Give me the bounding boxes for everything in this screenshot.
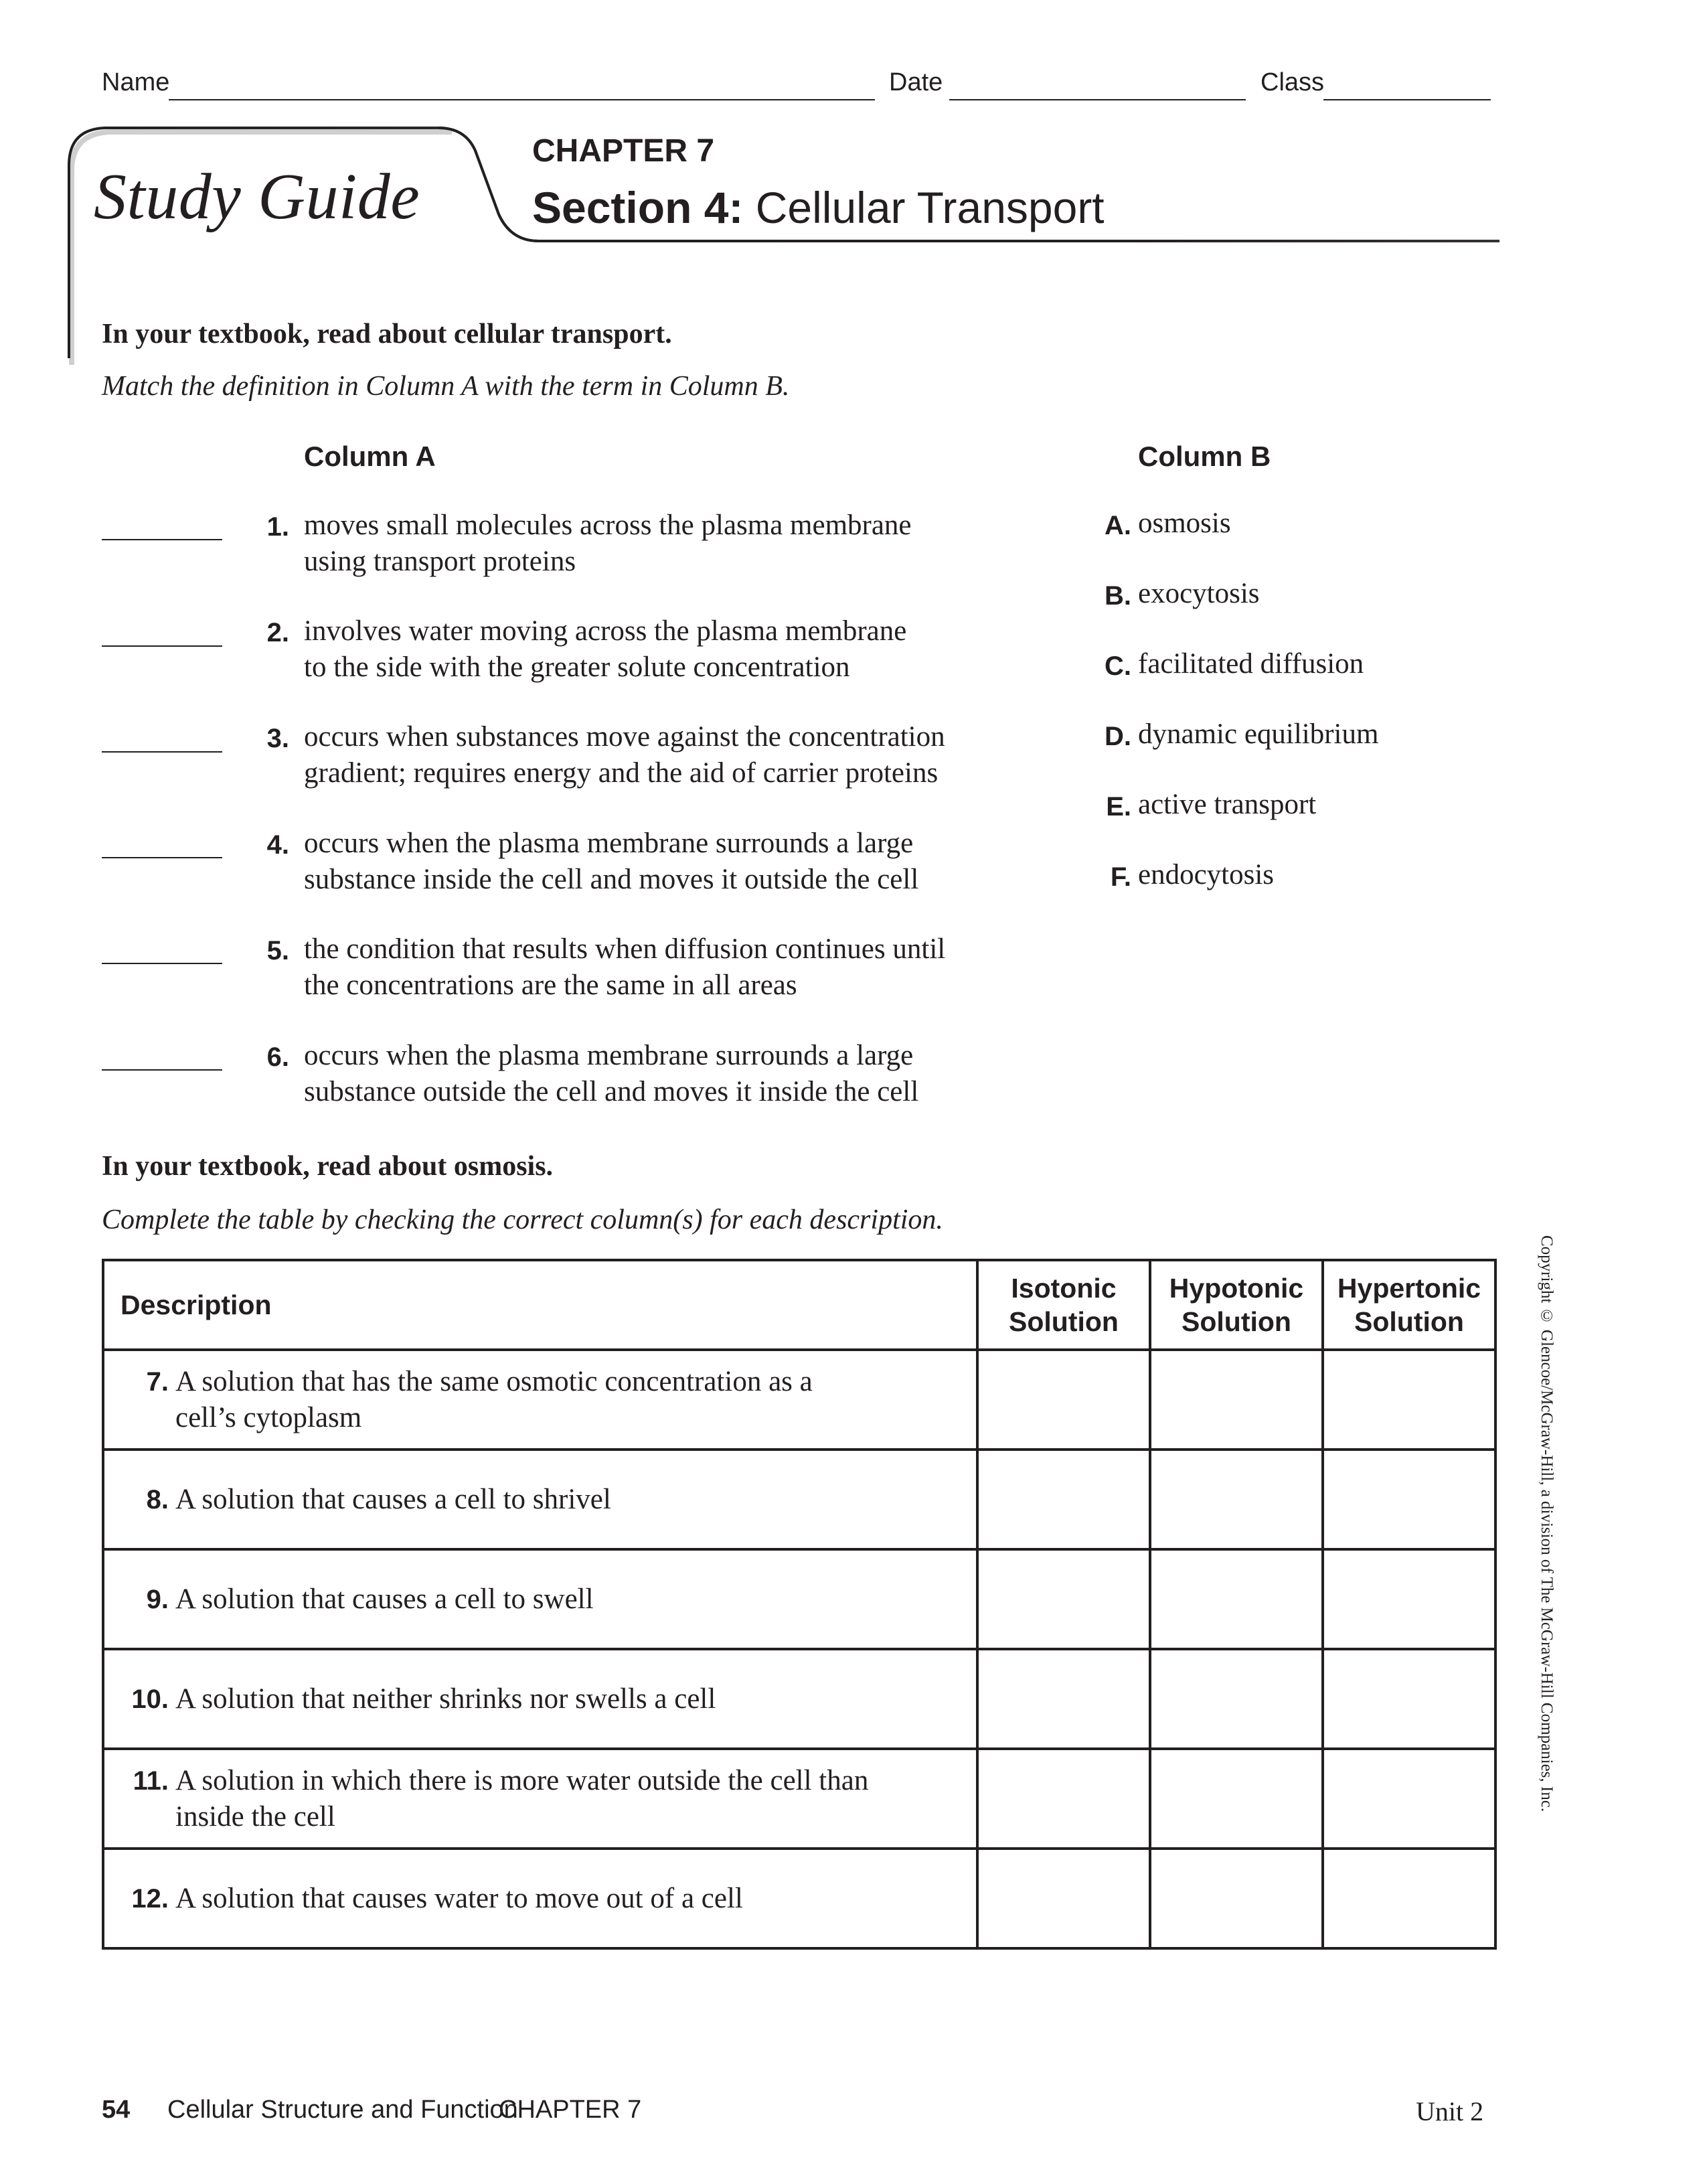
term-text: osmosis	[1138, 508, 1231, 539]
hypertonic-check-cell[interactable]	[1323, 1849, 1495, 1948]
answer-blank-3[interactable]	[102, 751, 222, 753]
hypertonic-check-cell[interactable]	[1323, 1450, 1495, 1549]
row-description	[103, 1749, 977, 1849]
question-line: moves small molecules across the plasma membrane	[304, 510, 912, 541]
row-text	[175, 1681, 939, 1717]
row-description	[103, 1849, 977, 1948]
header-line: Hypotonic	[1169, 1273, 1304, 1304]
question-line: substance outside the cell and moves it inside the cell	[304, 1076, 919, 1107]
question-line: occurs when the plasma membrane surrounds a large	[304, 828, 914, 859]
answer-blank-5[interactable]	[102, 963, 222, 964]
hypotonic-check-cell[interactable]	[1150, 1649, 1323, 1749]
row-description	[103, 1649, 977, 1749]
row-number: 8.	[146, 1484, 169, 1514]
column-a-heading: Column A	[304, 441, 436, 472]
header-line: Solution	[1354, 1306, 1464, 1337]
page-number: 54	[102, 2096, 131, 2124]
name-field[interactable]	[169, 99, 875, 100]
footer-chapter: CHAPTER 7	[499, 2096, 642, 2124]
row-line: A solution that causes a cell to shrivel	[175, 1483, 611, 1515]
hypertonic-check-cell[interactable]	[1323, 1549, 1495, 1649]
column-b-heading: Column B	[1138, 441, 1271, 472]
question-text	[304, 719, 1060, 791]
row-text	[175, 1482, 939, 1518]
class-label: Class	[1261, 68, 1325, 96]
question-line: gradient; requires energy and the aid of carrier proteins	[304, 757, 939, 789]
class-field[interactable]	[1323, 99, 1491, 100]
hypotonic-check-cell[interactable]	[1150, 1849, 1323, 1948]
question-line: using transport proteins	[304, 546, 576, 577]
copyright-notice: Copyright © Glencoe/McGraw-Hill, a division of The McGraw-Hill Companies, Inc.	[1538, 1235, 1556, 1812]
table-row	[103, 1350, 1495, 1450]
row-number: 12.	[131, 1883, 169, 1914]
row-line: inside the cell	[175, 1800, 335, 1832]
term-letter: A.	[1105, 511, 1131, 540]
study-guide-title: Study Guide	[94, 161, 420, 233]
answer-blank-4[interactable]	[102, 857, 222, 858]
question-line: to the side with the greater solute concentration	[304, 651, 850, 683]
part1-read-instruction: In your textbook, read about cellular transport.	[102, 319, 672, 349]
term-text: exocytosis	[1138, 578, 1260, 609]
section-title	[532, 182, 1105, 233]
part2-task-instruction: Complete the table by checking the correct column(s) for each description.	[102, 1204, 943, 1235]
row-text	[175, 1763, 939, 1835]
isotonic-check-cell[interactable]	[977, 1350, 1150, 1450]
question-number: 6.	[266, 1042, 289, 1072]
answer-blank-1[interactable]	[102, 539, 222, 540]
row-line: A solution that has the same osmotic concentration as a	[175, 1365, 813, 1397]
question-line: substance inside the cell and moves it outside the cell	[304, 864, 919, 895]
question-text	[304, 1038, 1060, 1110]
question-line: occurs when substances move against the concentration	[304, 721, 945, 753]
isotonic-check-cell[interactable]	[977, 1549, 1150, 1649]
term-letter: E.	[1106, 792, 1131, 822]
question-text	[304, 613, 1060, 686]
part1-task-instruction: Match the definition in Column A with the term in Column B.	[102, 371, 790, 402]
name-label: Name	[102, 68, 170, 96]
osmosis-table	[102, 1259, 1497, 1950]
date-field[interactable]	[949, 99, 1246, 100]
row-text	[175, 1364, 939, 1436]
table-header-row	[103, 1260, 1495, 1350]
row-line: cell’s cytoplasm	[175, 1401, 362, 1433]
answer-blank-2[interactable]	[102, 645, 222, 647]
row-number: 10.	[131, 1684, 169, 1714]
row-description	[103, 1450, 977, 1549]
row-description	[103, 1549, 977, 1649]
term-letter: F.	[1110, 862, 1131, 892]
hypotonic-check-cell[interactable]	[1150, 1749, 1323, 1849]
isotonic-check-cell[interactable]	[977, 1749, 1150, 1849]
header-line: Solution	[1009, 1306, 1119, 1337]
footer-unit: Unit 2	[1416, 2096, 1484, 2126]
row-number: 11.	[133, 1766, 169, 1796]
hypotonic-check-cell[interactable]	[1150, 1450, 1323, 1549]
question-number: 4.	[266, 830, 289, 860]
question-number: 5.	[266, 936, 289, 965]
row-line: A solution that causes a cell to swell	[175, 1583, 594, 1615]
table-row	[103, 1749, 1495, 1849]
header-line: Hypertonic	[1337, 1273, 1481, 1304]
date-label: Date	[889, 68, 943, 96]
term-text: active transport	[1138, 789, 1317, 820]
question-number: 3.	[266, 724, 289, 753]
row-number: 9.	[146, 1584, 169, 1614]
table-row	[103, 1549, 1495, 1649]
part2-read-instruction: In your textbook, read about osmosis.	[102, 1151, 554, 1182]
hypertonic-header	[1323, 1260, 1495, 1350]
term-letter: D.	[1105, 722, 1131, 751]
isotonic-header	[977, 1260, 1150, 1350]
isotonic-check-cell[interactable]	[977, 1849, 1150, 1948]
section-prefix: Section 4:	[532, 183, 744, 232]
section-name: Cellular Transport	[755, 183, 1105, 232]
term-text: facilitated diffusion	[1138, 648, 1364, 680]
row-text	[175, 1881, 939, 1917]
header-line: Solution	[1182, 1306, 1291, 1337]
isotonic-check-cell[interactable]	[977, 1450, 1150, 1549]
hypertonic-check-cell[interactable]	[1323, 1749, 1495, 1849]
question-text	[304, 508, 1060, 580]
hypotonic-header	[1150, 1260, 1323, 1350]
row-text	[175, 1581, 939, 1618]
question-line: involves water moving across the plasma membrane	[304, 615, 907, 647]
question-line: occurs when the plasma membrane surrounds a large	[304, 1040, 914, 1071]
table-row	[103, 1450, 1495, 1549]
question-number: 1.	[266, 512, 289, 542]
row-description	[103, 1350, 977, 1450]
question-number: 2.	[266, 618, 289, 647]
term-text: dynamic equilibrium	[1138, 718, 1379, 750]
chapter-label: CHAPTER 7	[532, 133, 715, 169]
question-text	[304, 826, 1060, 898]
row-line: A solution in which there is more water outside the cell than	[175, 1764, 869, 1796]
footer-book-title: Cellular Structure and Function	[167, 2096, 518, 2124]
row-line: A solution that causes water to move out of a cell	[175, 1882, 743, 1914]
hypotonic-check-cell[interactable]	[1150, 1549, 1323, 1649]
hypertonic-check-cell[interactable]	[1323, 1350, 1495, 1450]
table-row	[103, 1849, 1495, 1948]
hypotonic-check-cell[interactable]	[1150, 1350, 1323, 1450]
term-letter: C.	[1105, 651, 1131, 681]
description-header: Description	[103, 1260, 977, 1350]
question-line: the concentrations are the same in all areas	[304, 969, 797, 1001]
row-number: 7.	[146, 1367, 169, 1397]
hypertonic-check-cell[interactable]	[1323, 1649, 1495, 1749]
table-row	[103, 1649, 1495, 1749]
term-text: endocytosis	[1138, 859, 1275, 890]
row-line: A solution that neither shrinks nor swells a cell	[175, 1683, 716, 1715]
question-line: the condition that results when diffusion continues until	[304, 933, 946, 965]
header-line: Isotonic	[1011, 1273, 1117, 1304]
question-text	[304, 931, 1060, 1004]
answer-blank-6[interactable]	[102, 1069, 222, 1071]
isotonic-check-cell[interactable]	[977, 1649, 1150, 1749]
term-letter: B.	[1105, 581, 1131, 611]
